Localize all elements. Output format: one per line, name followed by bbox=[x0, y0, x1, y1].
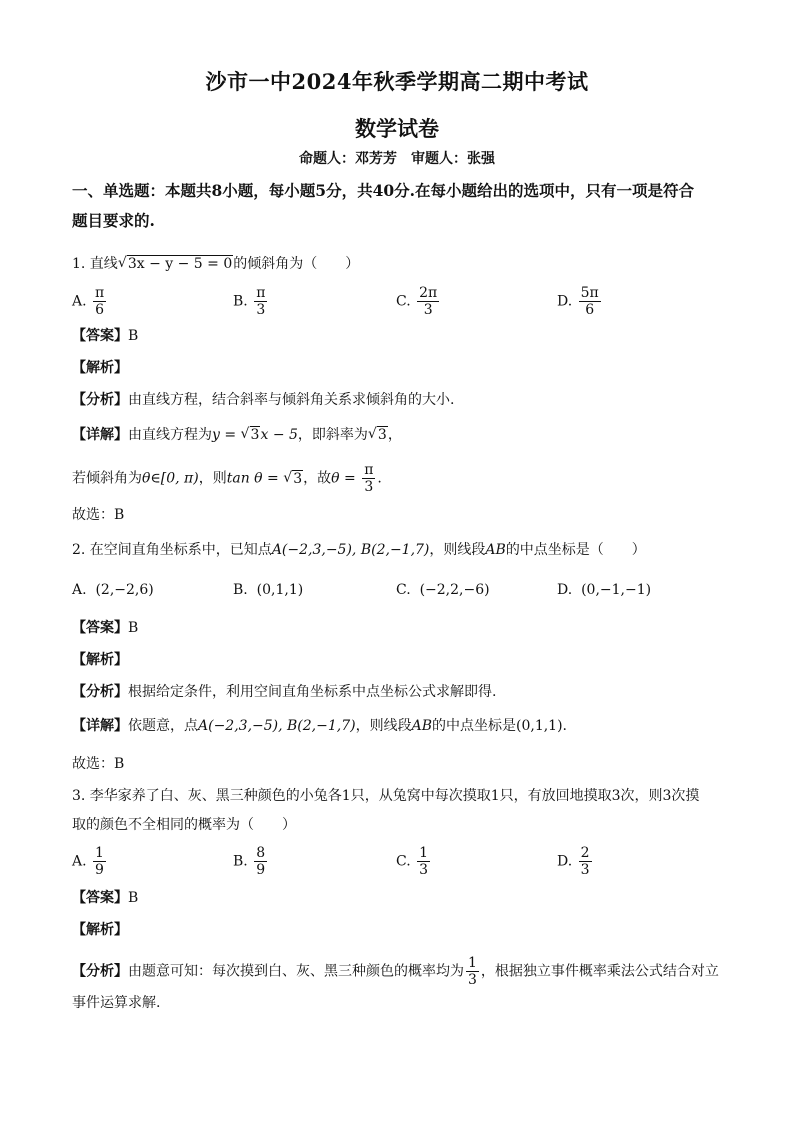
fraction-denominator: 3 bbox=[580, 862, 590, 878]
option-label: D. bbox=[557, 582, 573, 598]
fraction-numerator: 1 bbox=[95, 845, 104, 861]
q3-option-d bbox=[557, 845, 594, 878]
q2-option-a bbox=[72, 582, 154, 598]
q1-choose: 故选：B bbox=[72, 507, 125, 523]
option-label: C. bbox=[396, 853, 411, 870]
q3-stem-line1: 3. 李华家养了白、灰、黑三种颜色的小兔各1只，从兔窝中每次摸取1只，有放回地摸取3次，则3次摸 bbox=[72, 788, 700, 804]
detail-math: tan θ = bbox=[226, 470, 284, 487]
q1-equation-text: 3x − y − 5 = 0 bbox=[127, 256, 233, 272]
exam-subtitle: 数学试卷 bbox=[355, 116, 439, 141]
fenxi-text: 根据给定条件，利用空间直角坐标系中点坐标公式求解即得. bbox=[128, 684, 497, 700]
stem-text: 的中点坐标是（ ） bbox=[505, 542, 646, 558]
q1-equation bbox=[118, 254, 233, 274]
q2-option-b bbox=[233, 582, 303, 598]
detail-text: 依题意，点 bbox=[128, 718, 198, 734]
option-text: (2,−2,6) bbox=[95, 582, 154, 598]
answer-tag: 【答案】 bbox=[72, 620, 128, 636]
option-label: B. bbox=[233, 293, 248, 310]
q1-option-c bbox=[396, 285, 441, 318]
q1-number: 1. 直线 bbox=[72, 256, 118, 272]
option-fraction bbox=[93, 285, 106, 318]
option-label: D. bbox=[557, 853, 573, 870]
q2-analysis-tag: 【解析】 bbox=[72, 652, 128, 668]
q1-stem-tail: 的倾斜角为（ ） bbox=[233, 256, 360, 272]
q1-analysis-tag: 【解析】 bbox=[72, 360, 128, 376]
q3-option-c bbox=[396, 845, 432, 878]
q3-analysis-tag: 【解析】 bbox=[72, 922, 128, 938]
q1-detail-line2 bbox=[72, 462, 382, 495]
detail-text: 的中点坐标是 bbox=[432, 718, 516, 734]
q3-option-b bbox=[233, 845, 269, 878]
detail-text: ，则 bbox=[198, 470, 227, 487]
fenxi-tag: 【分析】 bbox=[72, 963, 128, 980]
q1-fenxi bbox=[72, 390, 454, 410]
sqrt-3: √ 3 bbox=[241, 425, 261, 445]
option-fraction bbox=[254, 285, 267, 318]
detail-text: ，则线段 bbox=[355, 718, 412, 734]
q3-fenxi-line2: 事件运算求解. bbox=[72, 995, 161, 1011]
fraction-denominator: 3 bbox=[417, 301, 439, 318]
fraction-denominator: 9 bbox=[256, 862, 266, 878]
fenxi-text: 由题意可知：每次摸到白、灰、黑三种颜色的概率均为 bbox=[128, 963, 464, 980]
stem-text: ，则线段 bbox=[429, 542, 486, 558]
fraction-numerator: 1 bbox=[468, 955, 477, 971]
answer-value: B bbox=[128, 620, 139, 636]
q1-option-a bbox=[72, 285, 108, 318]
segment-ab: AB bbox=[485, 542, 506, 558]
q1-answer bbox=[72, 326, 138, 346]
q2-option-c bbox=[396, 582, 490, 598]
fraction-numerator: π bbox=[256, 285, 266, 301]
option-fraction bbox=[254, 845, 267, 878]
option-label: C. bbox=[396, 582, 411, 598]
answer-value: B bbox=[128, 890, 139, 906]
sqrt-3: √ 3 bbox=[283, 469, 303, 489]
fraction-numerator: 5π bbox=[580, 285, 599, 301]
option-text: (0,1,1) bbox=[256, 582, 304, 598]
q3-option-a bbox=[72, 845, 108, 878]
detail-text: ，即斜率为 bbox=[297, 427, 368, 443]
section-heading-line2: 题目要求的. bbox=[72, 211, 155, 230]
option-label: C. bbox=[396, 293, 411, 310]
q1-stem bbox=[72, 254, 359, 274]
q2-choose: 故选：B bbox=[72, 756, 125, 772]
q1-detail-line1 bbox=[72, 425, 402, 445]
answer-value: B bbox=[128, 328, 139, 344]
detail-text: 若倾斜角为 bbox=[72, 470, 142, 487]
stem-points: A(−2,3,−5), B(2,−1,7) bbox=[271, 542, 430, 558]
detail-result: (0,1,1) bbox=[516, 718, 563, 734]
option-text: (−2,2,−6) bbox=[419, 582, 490, 598]
q3-fenxi-line1 bbox=[72, 955, 719, 988]
fraction-denominator: 3 bbox=[362, 478, 375, 495]
exam-authors: 命题人：邓芳芳 审题人：张强 bbox=[299, 151, 495, 167]
q2-answer bbox=[72, 618, 138, 638]
detail-fraction bbox=[362, 462, 375, 495]
option-fraction bbox=[93, 845, 106, 878]
fraction-denominator: 6 bbox=[579, 301, 601, 318]
option-label: B. bbox=[233, 853, 248, 870]
fenxi-text: 由直线方程，结合斜率与倾斜角关系求倾斜角的大小. bbox=[128, 392, 455, 408]
fraction-denominator: 6 bbox=[93, 301, 106, 318]
answer-tag: 【答案】 bbox=[72, 890, 128, 906]
detail-math: θ∈[0, π) bbox=[142, 470, 199, 487]
detail-text: . bbox=[562, 718, 567, 734]
fraction-numerator: 1 bbox=[419, 845, 429, 861]
fraction-denominator: 3 bbox=[254, 301, 267, 318]
q2-fenxi bbox=[72, 682, 496, 702]
detail-tag: 【详解】 bbox=[72, 427, 128, 443]
fraction-numerator: π bbox=[364, 462, 374, 478]
fraction-numerator: 2 bbox=[580, 845, 590, 861]
option-label: B. bbox=[233, 582, 248, 598]
stem-text: 2. 在空间直角坐标系中，已知点 bbox=[72, 542, 272, 558]
fraction-numerator: 2π bbox=[419, 285, 438, 301]
q2-detail bbox=[72, 716, 567, 736]
fraction-denominator: 9 bbox=[95, 862, 104, 878]
fraction-numerator: 8 bbox=[256, 845, 266, 861]
option-fraction bbox=[579, 285, 601, 318]
detail-math: y = bbox=[212, 427, 241, 443]
detail-text: . bbox=[377, 470, 382, 487]
fraction-numerator: π bbox=[95, 285, 105, 301]
q1-option-b bbox=[233, 285, 269, 318]
option-label: A. bbox=[72, 582, 87, 598]
option-label: A. bbox=[72, 293, 87, 310]
detail-math: θ = bbox=[331, 470, 361, 487]
fenxi-tag: 【分析】 bbox=[72, 684, 128, 700]
detail-text: ，故 bbox=[303, 470, 332, 487]
fenxi-tag: 【分析】 bbox=[72, 392, 128, 408]
fraction-denominator: 3 bbox=[419, 862, 429, 878]
detail-tag: 【详解】 bbox=[72, 718, 128, 734]
detail-math: x − 5 bbox=[260, 427, 298, 443]
sqrt-3: √ 3 bbox=[368, 425, 388, 445]
q3-stem-line2: 取的颜色不全相同的概率为（ ） bbox=[72, 817, 296, 833]
detail-text: 由直线方程为 bbox=[128, 427, 212, 443]
option-text: (0,−1,−1) bbox=[581, 582, 652, 598]
option-label: A. bbox=[72, 853, 87, 870]
fraction-denominator: 3 bbox=[468, 972, 477, 988]
answer-tag: 【答案】 bbox=[72, 328, 128, 344]
segment-ab: AB bbox=[411, 718, 432, 734]
detail-points: A(−2,3,−5), B(2,−1,7) bbox=[198, 718, 356, 734]
option-fraction bbox=[579, 845, 592, 878]
exam-title: 沙市一中2024年秋季学期高二期中考试 bbox=[205, 69, 589, 94]
fenxi-fraction bbox=[466, 955, 479, 988]
option-fraction bbox=[417, 285, 439, 318]
section-heading-line1: 一、单选题：本题共8小题，每小题5分，共40分.在每小题给出的选项中，只有一项是符合 bbox=[72, 181, 695, 200]
q3-answer bbox=[72, 888, 138, 908]
fenxi-text: ，根据独立事件概率乘法公式结合对立 bbox=[480, 963, 719, 980]
q2-stem bbox=[72, 540, 646, 560]
option-label: D. bbox=[557, 293, 573, 310]
option-fraction bbox=[417, 845, 430, 878]
detail-text: ， bbox=[387, 427, 402, 443]
q2-option-d bbox=[557, 582, 651, 598]
q1-option-d bbox=[557, 285, 603, 318]
